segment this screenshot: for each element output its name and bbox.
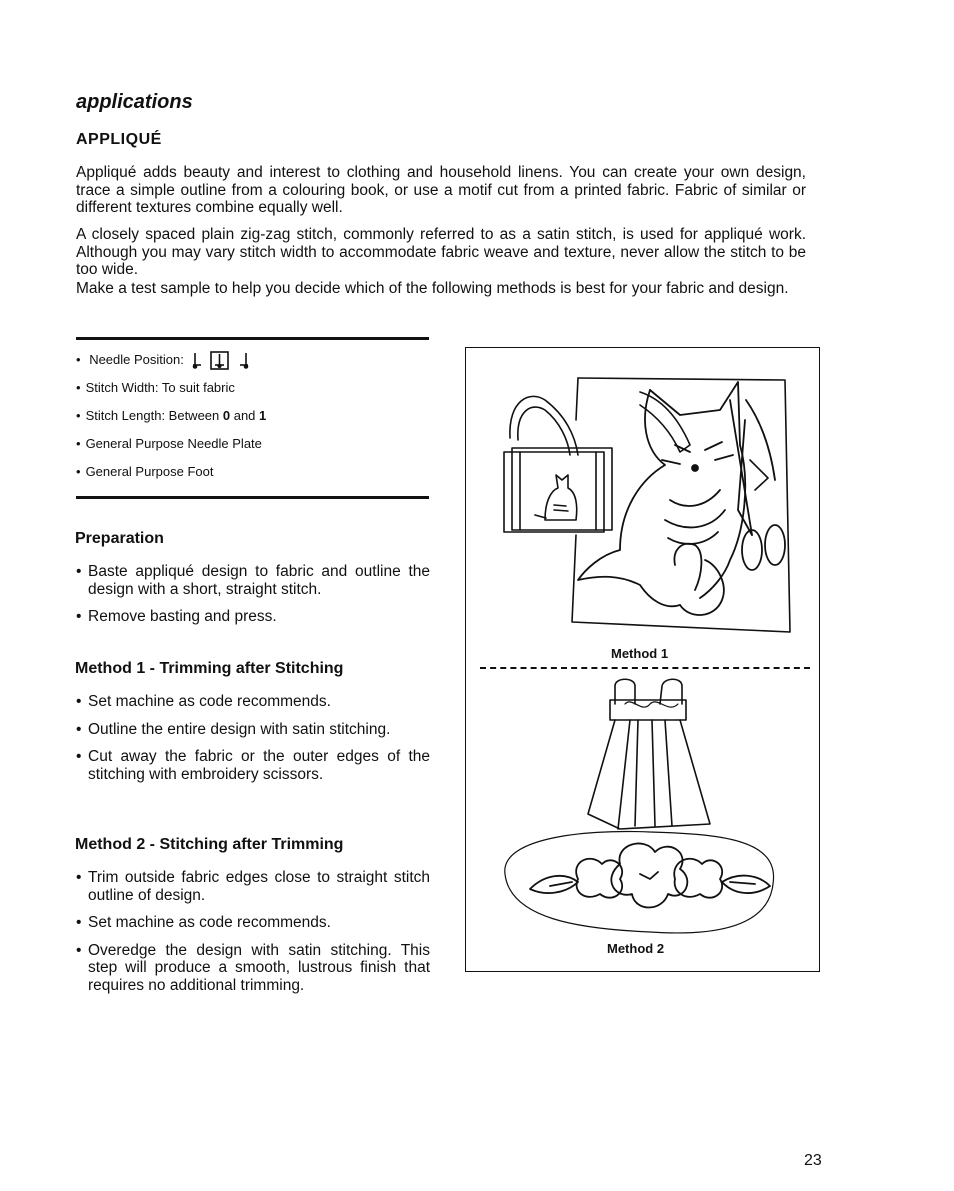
list-item: • Remove basting and press. xyxy=(76,608,430,626)
method1-heading: Method 1 - Trimming after Stitching xyxy=(75,660,344,677)
applique-title: APPLIQUÉ xyxy=(76,131,162,148)
setting-needle-plate: • General Purpose Needle Plate xyxy=(76,434,436,462)
flower-motif-icon xyxy=(530,843,770,907)
list-item: • Set machine as code recommends. xyxy=(76,914,430,932)
needle-center-icon xyxy=(211,352,228,369)
method2-heading: Method 2 - Stitching after Trimming xyxy=(75,836,344,853)
list-item: • Set machine as code recommends. xyxy=(76,693,430,711)
setting-needle-position: • Needle Position: xyxy=(76,350,436,378)
method2-illustration xyxy=(490,674,800,936)
scissors-icon xyxy=(730,400,785,570)
flower-pillow-icon xyxy=(505,831,774,932)
method2-figure-label: Method 2 xyxy=(607,941,665,956)
dress-icon xyxy=(588,679,710,829)
section-title: applications xyxy=(76,91,193,113)
setting-stitch-length: • Stitch Length: Between 0 and 1 xyxy=(76,406,436,434)
machine-settings-list xyxy=(76,350,436,490)
list-item: • Outline the entire design with satin stitching. xyxy=(76,721,430,739)
needle-position-icons xyxy=(191,351,257,371)
list-item: • Overedge the design with satin stitching. This step will produce a smooth, lustrous finish that requires no additional trimming. xyxy=(76,942,430,995)
preparation-heading: Preparation xyxy=(75,530,164,547)
method1-illustration xyxy=(490,360,800,645)
ribbon-icon xyxy=(640,392,768,490)
method2-list xyxy=(76,869,430,1004)
page-number: 23 xyxy=(804,1152,822,1169)
figure-divider xyxy=(480,667,810,669)
cat-applique-icon xyxy=(578,382,745,615)
list-item: • Baste appliqué design to fabric and outline the design with a short, straight stitch. xyxy=(76,563,430,598)
preparation-list xyxy=(76,563,430,636)
intro-paragraph-3: Make a test sample to help you decide which of the following methods is best for your fabric and design. xyxy=(76,280,789,297)
list-item: • Trim outside fabric edges close to straight stitch outline of design. xyxy=(76,869,430,904)
setting-stitch-width: • Stitch Width: To suit fabric xyxy=(76,378,436,406)
intro-paragraph-1: Appliqué adds beauty and interest to clothing and household linens. You can create your own design, trace a simple outline from a colouring book, or use a motif cut from a printed fabric. Fabric of similar or different textures combine equally well. xyxy=(76,164,806,216)
method1-figure-label: Method 1 xyxy=(611,646,669,661)
settings-bottom-rule xyxy=(76,496,429,499)
settings-top-rule xyxy=(76,337,429,340)
needle-left-icon xyxy=(193,353,201,368)
needle-right-icon xyxy=(240,353,248,368)
method1-list xyxy=(76,693,430,793)
intro-paragraph-2: A closely spaced plain zig-zag stitch, commonly referred to as a satin stitch, is used for appliqué work. Although you may vary stitch width to accommodate fabric weave and texture, never allow the stitch to be too wide. xyxy=(76,226,806,278)
setting-foot: • General Purpose Foot xyxy=(76,462,436,490)
tote-bag-icon xyxy=(504,396,612,532)
list-item: • Cut away the fabric or the outer edges of the stitching with embroidery scissors. xyxy=(76,748,430,783)
